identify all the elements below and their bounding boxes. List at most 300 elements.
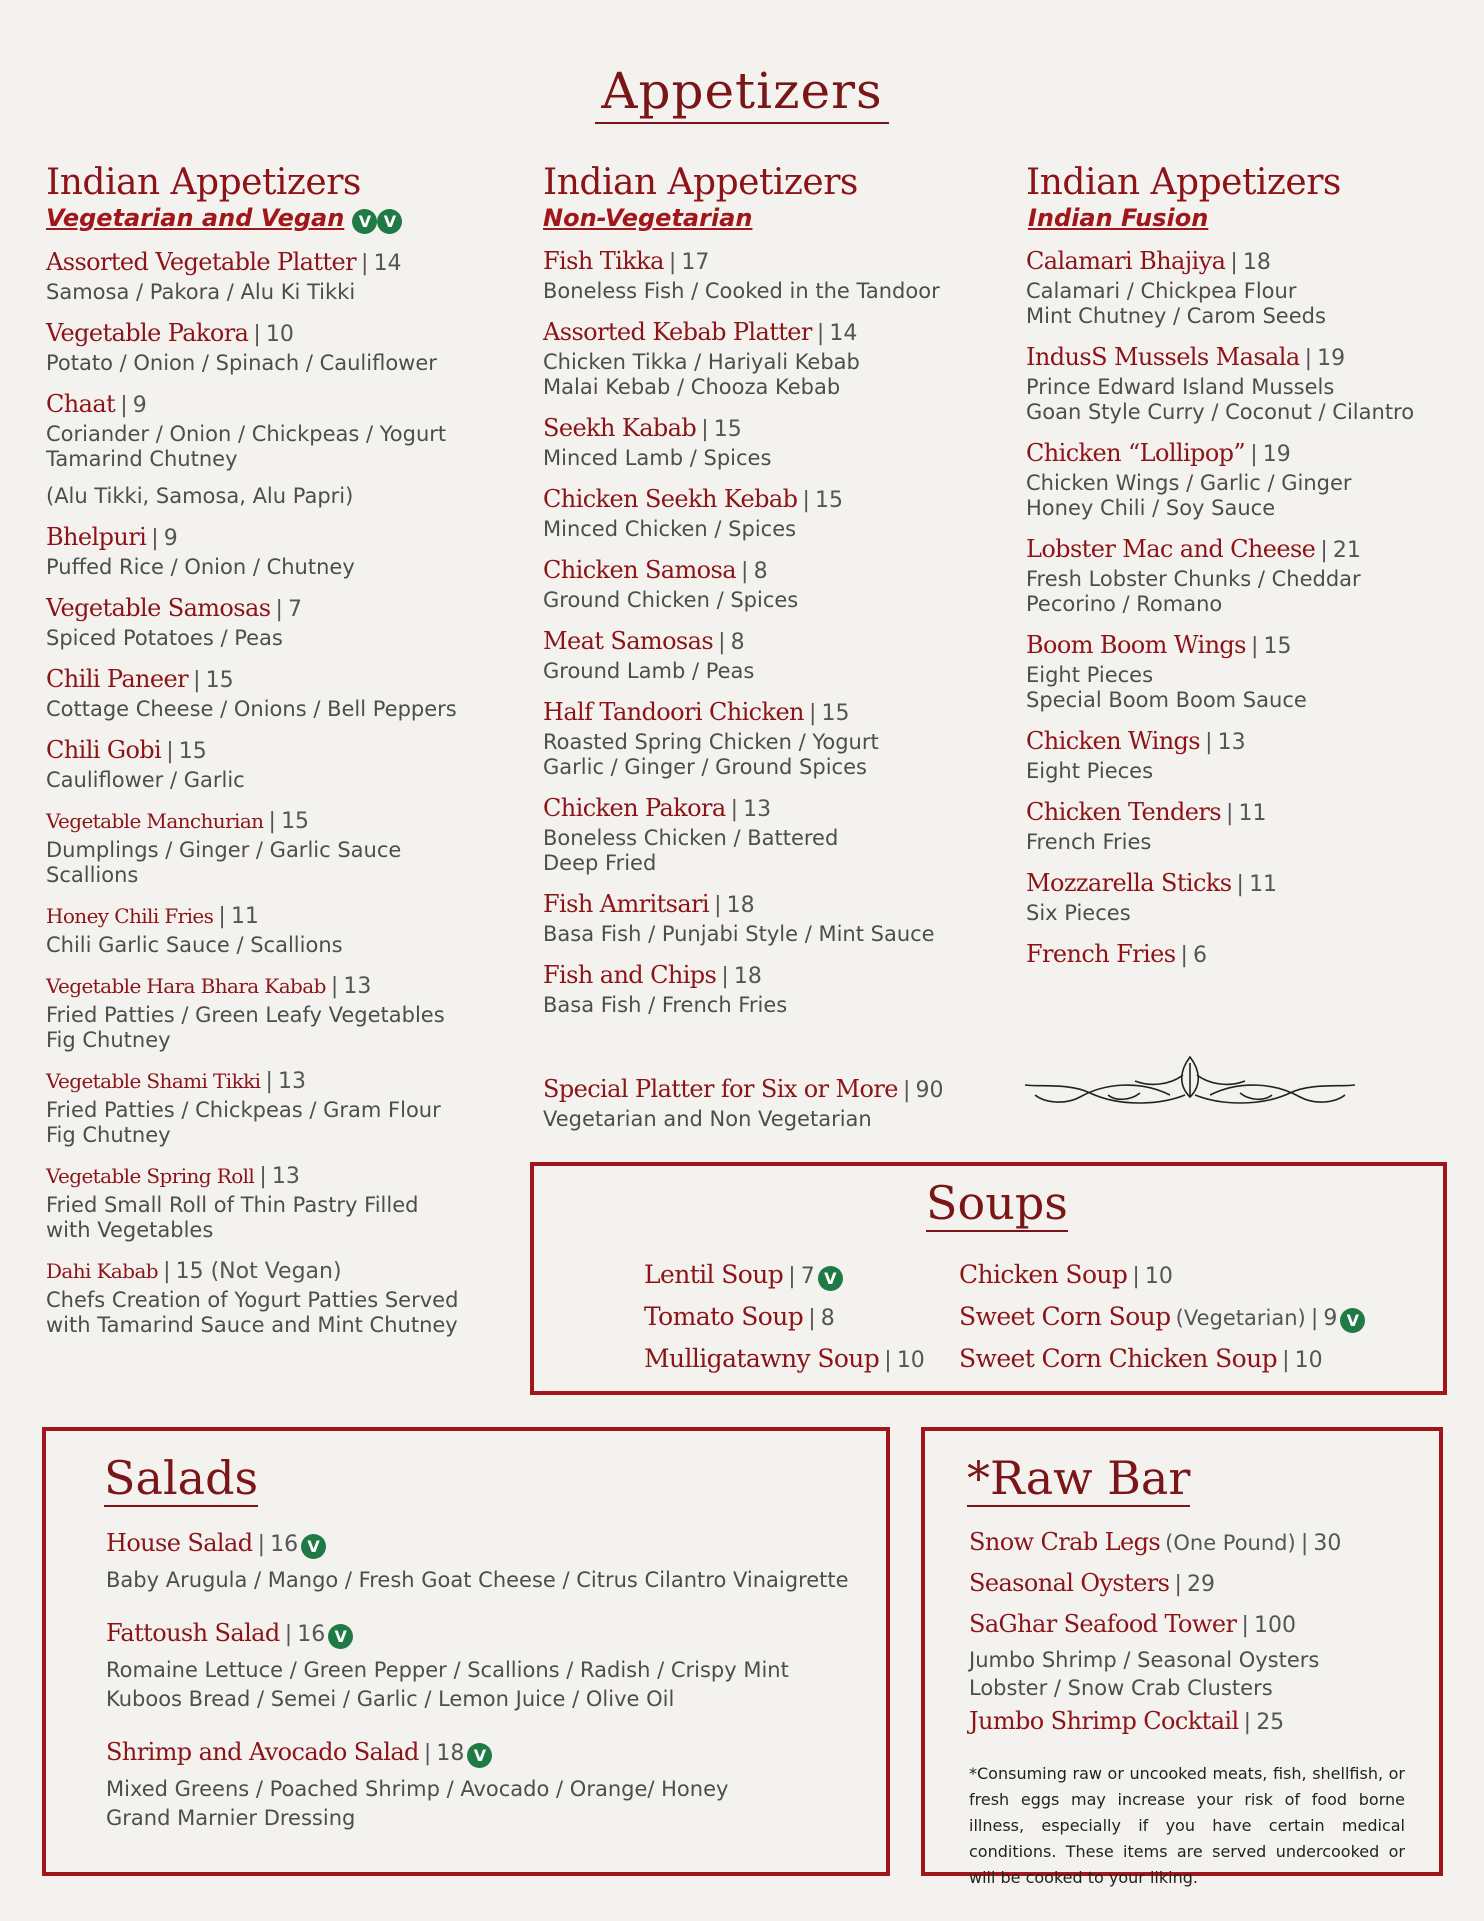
item-description: Mint Chutney / Carom Seeds <box>1026 304 1326 328</box>
menu-item-header <box>46 1256 486 1288</box>
menu-item-header <box>1026 939 1446 972</box>
soup-name: Sweet Corn Soup <box>959 1302 1171 1331</box>
menu-item-header <box>46 806 486 838</box>
menu-item <box>543 555 983 613</box>
salad-header <box>106 1732 866 1775</box>
soups-box <box>530 1162 1447 1395</box>
salad-item <box>106 1732 866 1833</box>
menu-item-header <box>1026 438 1446 471</box>
item-name: Honey Chili Fries <box>46 904 214 928</box>
raw-bar-title-text: *Raw Bar <box>967 1451 1191 1505</box>
price-separator: | <box>1250 442 1258 467</box>
nonveg-item-list <box>543 246 983 1018</box>
item-price: 14 <box>829 321 858 346</box>
menu-item <box>1026 797 1446 855</box>
raw-food-warning: *Consuming raw or uncooked meats, fish, shellfish, or fresh eggs may increase your risk of food borne illness, especially if you have certain medical conditions. These items are served undercooked or will be cooked to your liking. <box>969 1764 1405 1887</box>
soup-item <box>959 1338 1365 1380</box>
menu-item <box>46 247 486 305</box>
menu-item-header <box>543 413 983 446</box>
salad-item <box>106 1523 866 1595</box>
price-separator: | <box>730 797 739 822</box>
item-price: 8 <box>730 630 745 655</box>
soups-left-list <box>644 1254 925 1380</box>
soup-price: 10 <box>1294 1348 1323 1373</box>
menu-item <box>1026 868 1446 926</box>
fusion-section-title: Indian Appetizers <box>1026 162 1341 203</box>
item-price: 21 <box>1332 538 1361 563</box>
item-price: 15 <box>1263 634 1292 659</box>
salad-description: Baby Arugula / Mango / Fresh Goat Cheese / Citrus Cilantro Vinaigrette <box>106 1568 849 1592</box>
decorative-flourish-icon <box>1020 1045 1360 1125</box>
soup-item <box>959 1254 1365 1296</box>
price-separator: | <box>714 893 722 918</box>
menu-item <box>46 735 486 793</box>
item-name: Vegetable Samosas <box>46 594 271 622</box>
item-extra: (One Pound) <box>1165 1531 1296 1555</box>
menu-item <box>46 1256 486 1338</box>
menu-item <box>543 697 983 780</box>
salad-name: Shrimp and Avocado Salad <box>106 1738 419 1766</box>
item-price: 15 <box>281 809 310 834</box>
nonveg-column <box>543 163 983 1018</box>
salad-price: 16 <box>297 1622 326 1647</box>
menu-item-header <box>1026 246 1446 279</box>
item-description: Eight Pieces <box>1026 663 1154 687</box>
menu-item-header <box>1026 868 1446 901</box>
item-name: Chicken Seekh Kebab <box>543 485 798 513</box>
menu-item <box>46 901 486 958</box>
item-name: Chicken Tenders <box>1026 798 1221 826</box>
price-separator: | <box>1243 1710 1252 1735</box>
item-name: Assorted Vegetable Platter <box>46 248 356 276</box>
item-name: Vegetable Manchurian <box>46 809 264 833</box>
salads-title-text: Salads <box>104 1451 259 1505</box>
price-separator: | <box>166 739 174 764</box>
salad-header <box>106 1613 866 1656</box>
item-description: Fresh Lobster Chunks / Cheddar <box>1026 567 1361 591</box>
soup-price: 10 <box>1144 1264 1173 1289</box>
item-name: Lobster Mac and Cheese <box>1026 535 1316 563</box>
veg-section-subtitle: Vegetarian and Vegan <box>46 204 345 232</box>
menu-item <box>1026 534 1446 617</box>
item-name: Vegetable Pakora <box>46 319 249 347</box>
menu-item <box>543 889 983 947</box>
item-description: Tamarind Chutney <box>46 447 238 471</box>
item-price: 30 <box>1313 1531 1342 1556</box>
item-description: Dumplings / Ginger / Garlic Sauce <box>46 838 402 862</box>
price-separator: | <box>151 526 159 551</box>
item-description: Garlic / Ginger / Ground Spices <box>543 755 867 779</box>
menu-item-header <box>543 697 983 730</box>
item-description: Minced Chicken / Spices <box>543 517 797 541</box>
soups-title-text: Soups <box>926 1176 1068 1230</box>
item-description: Honey Chili / Soy Sauce <box>1026 496 1276 520</box>
item-name: Fish Amritsari <box>543 890 709 918</box>
soup-price: 8 <box>820 1306 835 1331</box>
menu-item <box>543 793 983 876</box>
item-description: Six Pieces <box>1026 901 1131 925</box>
raw-bar-item <box>969 1523 1405 1564</box>
item-description: Puffed Rice / Onion / Chutney <box>46 555 355 579</box>
item-name: Chaat <box>46 390 116 418</box>
soup-price: 10 <box>896 1348 925 1373</box>
item-description: Chefs Creation of Yogurt Patties Served <box>46 1288 459 1312</box>
item-description: Minced Lamb / Spices <box>543 446 772 470</box>
menu-item <box>543 413 983 471</box>
item-name: Vegetable Hara Bhara Kabab <box>46 974 326 998</box>
veg-item-list <box>46 247 486 1338</box>
item-price: 14 <box>373 251 402 276</box>
price-separator: | <box>1241 1613 1249 1638</box>
item-description: Basa Fish / Punjabi Style / Mint Sauce <box>543 922 935 946</box>
item-description: Special Boom Boom Sauce <box>1026 688 1307 712</box>
soup-name: Chicken Soup <box>959 1260 1128 1289</box>
price-separator: | <box>1174 1572 1182 1597</box>
item-name: Dahi Kabab <box>46 1259 158 1283</box>
menu-item-header <box>46 901 486 933</box>
item-name: Calamari Bhajiya <box>1026 247 1226 275</box>
price-separator: | <box>808 1306 816 1331</box>
menu-item <box>46 971 486 1053</box>
menu-item-header <box>1026 726 1446 759</box>
soup-name: Sweet Corn Chicken Soup <box>959 1344 1277 1373</box>
item-price: 11 <box>1249 872 1278 897</box>
item-price: 13 <box>271 1164 300 1189</box>
price-separator: | <box>1310 1306 1319 1331</box>
price-separator: | <box>902 1078 911 1103</box>
jumbo-shrimp-cocktail-item <box>969 1702 1405 1743</box>
item-description: Ground Lamb / Peas <box>543 659 755 683</box>
item-name: Seekh Kabab <box>543 414 697 442</box>
item-name: Meat Samosas <box>543 627 714 655</box>
price-separator: | <box>193 668 201 693</box>
item-description: Eight Pieces <box>1026 759 1154 783</box>
menu-item-header <box>543 484 983 517</box>
item-description: Fried Small Roll of Thin Pastry Filled <box>46 1193 419 1217</box>
item-description: Potato / Onion / Spinach / Cauliflower <box>46 351 437 375</box>
price-separator: | <box>741 559 749 584</box>
item-price: 29 <box>1187 1572 1215 1597</box>
item-price: 18 <box>1242 250 1271 275</box>
price-separator: | <box>361 251 369 276</box>
menu-item-header <box>1026 342 1446 375</box>
item-name: Vegetable Spring Roll <box>46 1164 255 1188</box>
vegetarian-badge-icon: V <box>328 1624 353 1649</box>
item-price: 13 <box>343 974 372 999</box>
price-separator: | <box>253 322 261 347</box>
item-name: Chili Gobi <box>46 736 162 764</box>
soups-right-list <box>959 1254 1365 1380</box>
price-separator: | <box>809 701 817 726</box>
soup-price: 7 <box>800 1264 815 1289</box>
item-description: French Fries <box>1026 830 1152 854</box>
item-description: with Tamarind Sauce and Mint Chutney <box>46 1313 458 1337</box>
fusion-section-subtitle: Indian Fusion <box>1028 204 1209 232</box>
item-description: Pecorino / Romano <box>1026 592 1223 616</box>
soup-name: Lentil Soup <box>644 1260 784 1289</box>
salad-description: Mixed Greens / Poached Shrimp / Avocado / Orange/ Honey <box>106 1777 729 1801</box>
menu-item <box>543 317 983 400</box>
item-description: Fried Patties / Chickpeas / Gram Flour <box>46 1098 441 1122</box>
menu-item <box>46 318 486 376</box>
page-title-text: Appetizers <box>595 62 888 124</box>
menu-item-header <box>543 246 983 279</box>
soups-title <box>926 1178 1068 1228</box>
item-description: Fig Chutney <box>46 1123 171 1147</box>
menu-item-header <box>543 626 983 659</box>
item-name: Chicken “Lollipop” <box>1026 439 1246 467</box>
item-description: Cottage Cheese / Onions / Bell Peppers <box>46 697 457 721</box>
item-description: Chili Garlic Sauce / Scallions <box>46 933 343 957</box>
raw-bar-item <box>969 1605 1405 1646</box>
price-separator: | <box>259 1164 267 1189</box>
item-description: Calamari / Chickpea Flour <box>1026 279 1297 303</box>
menu-item <box>543 626 983 684</box>
item-name: French Fries <box>1026 940 1176 968</box>
menu-item <box>543 960 983 1018</box>
vegetarian-badge-icon: V <box>352 209 377 234</box>
item-name: Chili Paneer <box>46 665 188 693</box>
menu-item-header <box>46 971 486 1003</box>
menu-item <box>1026 726 1446 784</box>
item-description: Coriander / Onion / Chickpeas / Yogurt <box>46 422 447 446</box>
salads-title <box>104 1453 258 1503</box>
menu-item-header <box>543 555 983 588</box>
price-separator: | <box>668 250 677 275</box>
menu-item <box>1026 939 1446 972</box>
item-name: Chicken Pakora <box>543 794 726 822</box>
price-separator: | <box>275 597 283 622</box>
item-price: 15 <box>178 739 207 764</box>
salad-item <box>106 1613 866 1714</box>
menu-item <box>46 522 486 580</box>
item-name: Seasonal Oysters <box>969 1569 1170 1597</box>
price-separator: | <box>257 1532 265 1557</box>
item-price: 25 <box>1256 1710 1285 1735</box>
item-name: Fish and Chips <box>543 961 717 989</box>
item-name: Jumbo Shrimp Cocktail <box>969 1707 1239 1735</box>
item-price: 15 <box>821 701 850 726</box>
price-separator: | <box>788 1264 796 1289</box>
price-separator: | <box>1282 1348 1290 1373</box>
item-description: Chicken Wings / Garlic / Ginger <box>1026 471 1352 495</box>
item-price: 11 <box>230 904 259 929</box>
price-separator: | <box>330 974 339 999</box>
item-name: Assorted Kebab Platter <box>543 318 812 346</box>
item-description: with Vegetables <box>46 1218 214 1242</box>
raw-bar-content <box>969 1523 1405 1891</box>
nonveg-section-subtitle: Non-Vegetarian <box>543 204 753 232</box>
item-description: Samosa / Pakora / Alu Ki Tikki <box>46 280 356 304</box>
price-separator: | <box>423 1741 432 1766</box>
tower-desc-line-1: Jumbo Shrimp / Seasonal Oysters <box>969 1648 1320 1672</box>
price-separator: | <box>268 809 276 834</box>
menu-item-header <box>46 1161 486 1193</box>
menu-item-header <box>543 889 983 922</box>
menu-item <box>543 484 983 542</box>
item-price: 19 <box>1262 442 1291 467</box>
menu-item <box>46 389 486 509</box>
salad-name: Fattoush Salad <box>106 1619 280 1647</box>
price-separator: | <box>1180 943 1188 968</box>
item-description: Goan Style Curry / Coconut / Cilantro <box>1026 400 1415 424</box>
salad-price: 16 <box>270 1532 299 1557</box>
soup-name: Mulligatawny Soup <box>644 1344 880 1373</box>
item-name: Snow Crab Legs <box>969 1528 1161 1556</box>
item-price: 15 <box>713 417 742 442</box>
price-separator: | <box>816 321 825 346</box>
menu-item-header <box>46 735 486 768</box>
salad-name: House Salad <box>106 1529 253 1557</box>
item-price: 8 <box>753 559 768 584</box>
item-price: 10 <box>265 322 294 347</box>
item-name: Boom Boom Wings <box>1026 631 1246 659</box>
veg-column <box>46 163 486 1338</box>
item-price: 9 <box>132 393 147 418</box>
item-price: 18 <box>733 964 762 989</box>
menu-item <box>46 593 486 651</box>
menu-item <box>1026 246 1446 329</box>
item-name: Half Tandoori Chicken <box>543 698 804 726</box>
price-separator: | <box>1205 730 1213 755</box>
menu-item-header <box>543 960 983 993</box>
page-title <box>0 62 1484 120</box>
item-description: Prince Edward Island Mussels <box>1026 375 1335 399</box>
nonveg-section-title: Indian Appetizers <box>543 162 858 203</box>
item-price: 18 <box>726 893 755 918</box>
menu-item <box>1026 438 1446 521</box>
item-description: Boneless Chicken / Battered <box>543 826 839 850</box>
item-description: Basa Fish / French Fries <box>543 993 788 1017</box>
salad-item-list <box>106 1523 866 1851</box>
fusion-column <box>1026 163 1446 972</box>
item-name: Bhelpuri <box>46 523 147 551</box>
menu-item-header <box>46 389 486 422</box>
item-description: Fried Patties / Green Leafy Vegetables <box>46 1003 445 1027</box>
item-price: 17 <box>681 250 710 275</box>
raw-bar-title <box>967 1453 1190 1503</box>
price-separator: | <box>1300 1531 1309 1556</box>
salad-description: Grand Marnier Dressing <box>106 1806 356 1830</box>
menu-item-header <box>543 793 983 826</box>
menu-item <box>1026 630 1446 713</box>
menu-item-header <box>46 522 486 555</box>
item-name: IndusS Mussels Masala <box>1026 343 1300 371</box>
menu-item-header <box>1026 797 1446 830</box>
item-description: Spiced Potatoes / Peas <box>46 626 283 650</box>
soup-item <box>644 1296 925 1338</box>
item-description: Roasted Spring Chicken / Yogurt <box>543 730 879 754</box>
price-separator: | <box>802 488 810 513</box>
item-price: 9 <box>163 526 178 551</box>
raw-bar-item-list <box>969 1523 1405 1646</box>
item-price: 15 (Not Vegan) <box>175 1259 342 1284</box>
item-name: Chicken Wings <box>1026 727 1201 755</box>
veg-subtitle-row <box>46 203 486 234</box>
menu-item <box>543 246 983 304</box>
price-separator: | <box>265 1069 273 1094</box>
soup-item <box>644 1254 925 1296</box>
price-separator: | <box>718 630 726 655</box>
price-separator: | <box>1236 872 1244 897</box>
menu-item-header <box>46 318 486 351</box>
item-name: Vegetable Shami Tikki <box>46 1069 261 1093</box>
menu-item-header <box>543 317 983 350</box>
fusion-item-list <box>1026 246 1446 972</box>
menu-item <box>46 1161 486 1243</box>
vegetarian-badge-icon: V <box>301 1534 326 1559</box>
menu-item-header <box>46 664 486 697</box>
item-name: Mozzarella Sticks <box>1026 869 1232 897</box>
item-note: (Alu Tikki, Samosa, Alu Papri) <box>46 484 354 508</box>
special-platter-desc: Vegetarian and Non Vegetarian <box>543 1107 872 1131</box>
item-price: 100 <box>1253 1613 1296 1638</box>
menu-item-header <box>46 1066 486 1098</box>
menu-item-header <box>46 247 486 280</box>
price-separator: | <box>1251 634 1259 659</box>
item-name: Chicken Samosa <box>543 556 736 584</box>
menu-item <box>1026 342 1446 425</box>
price-separator: | <box>1304 346 1313 371</box>
item-description: Malai Kebab / Chooza Kebab <box>543 375 841 399</box>
price-separator: | <box>1132 1264 1140 1289</box>
special-platter-name: Special Platter for Six or More <box>543 1075 898 1103</box>
salads-box <box>42 1427 890 1876</box>
item-price: 15 <box>205 668 234 693</box>
veg-section-title: Indian Appetizers <box>46 162 361 203</box>
price-separator: | <box>120 393 128 418</box>
menu-item <box>46 1066 486 1148</box>
item-price: 7 <box>288 597 303 622</box>
price-separator: | <box>1230 250 1238 275</box>
price-separator: | <box>884 1348 892 1373</box>
price-separator: | <box>163 1259 171 1284</box>
soup-extra: (Vegetarian) <box>1175 1306 1306 1330</box>
soup-item <box>644 1338 925 1380</box>
soup-price: 9 <box>1323 1306 1338 1331</box>
salad-description: Romaine Lettuce / Green Pepper / Scallions / Radish / Crispy Mint <box>106 1658 789 1682</box>
price-separator: | <box>1320 538 1328 563</box>
item-description: Cauliflower / Garlic <box>46 768 245 792</box>
vegan-badge-icon: V <box>377 209 402 234</box>
item-price: 6 <box>1193 943 1208 968</box>
item-price: 15 <box>814 488 843 513</box>
salad-description: Kuboos Bread / Semei / Garlic / Lemon Juice / Olive Oil <box>106 1687 675 1711</box>
price-separator: | <box>721 964 729 989</box>
vegan-badge-icon: V <box>1340 1308 1365 1333</box>
item-price: 11 <box>1238 801 1267 826</box>
menu-item-header <box>46 593 486 626</box>
special-platter-price: 90 <box>915 1078 944 1103</box>
tower-desc-line-2: Lobster / Snow Crab Clusters <box>969 1676 1273 1700</box>
vegetarian-badge-icon: V <box>467 1743 492 1768</box>
menu-item <box>46 664 486 722</box>
item-price: 13 <box>278 1069 307 1094</box>
menu-item <box>46 806 486 888</box>
special-platter <box>543 1074 983 1132</box>
item-price: 13 <box>743 797 772 822</box>
salad-header <box>106 1523 866 1566</box>
item-description: Ground Chicken / Spices <box>543 588 799 612</box>
item-name: Fish Tikka <box>543 247 664 275</box>
vegan-badge-icon: V <box>818 1266 843 1291</box>
item-description: Boneless Fish / Cooked in the Tandoor <box>543 279 940 303</box>
raw-bar-item <box>969 1564 1405 1605</box>
item-description: Fig Chutney <box>46 1028 171 1052</box>
price-separator: | <box>701 417 709 442</box>
item-price: 13 <box>1217 730 1246 755</box>
price-separator: | <box>284 1622 293 1647</box>
